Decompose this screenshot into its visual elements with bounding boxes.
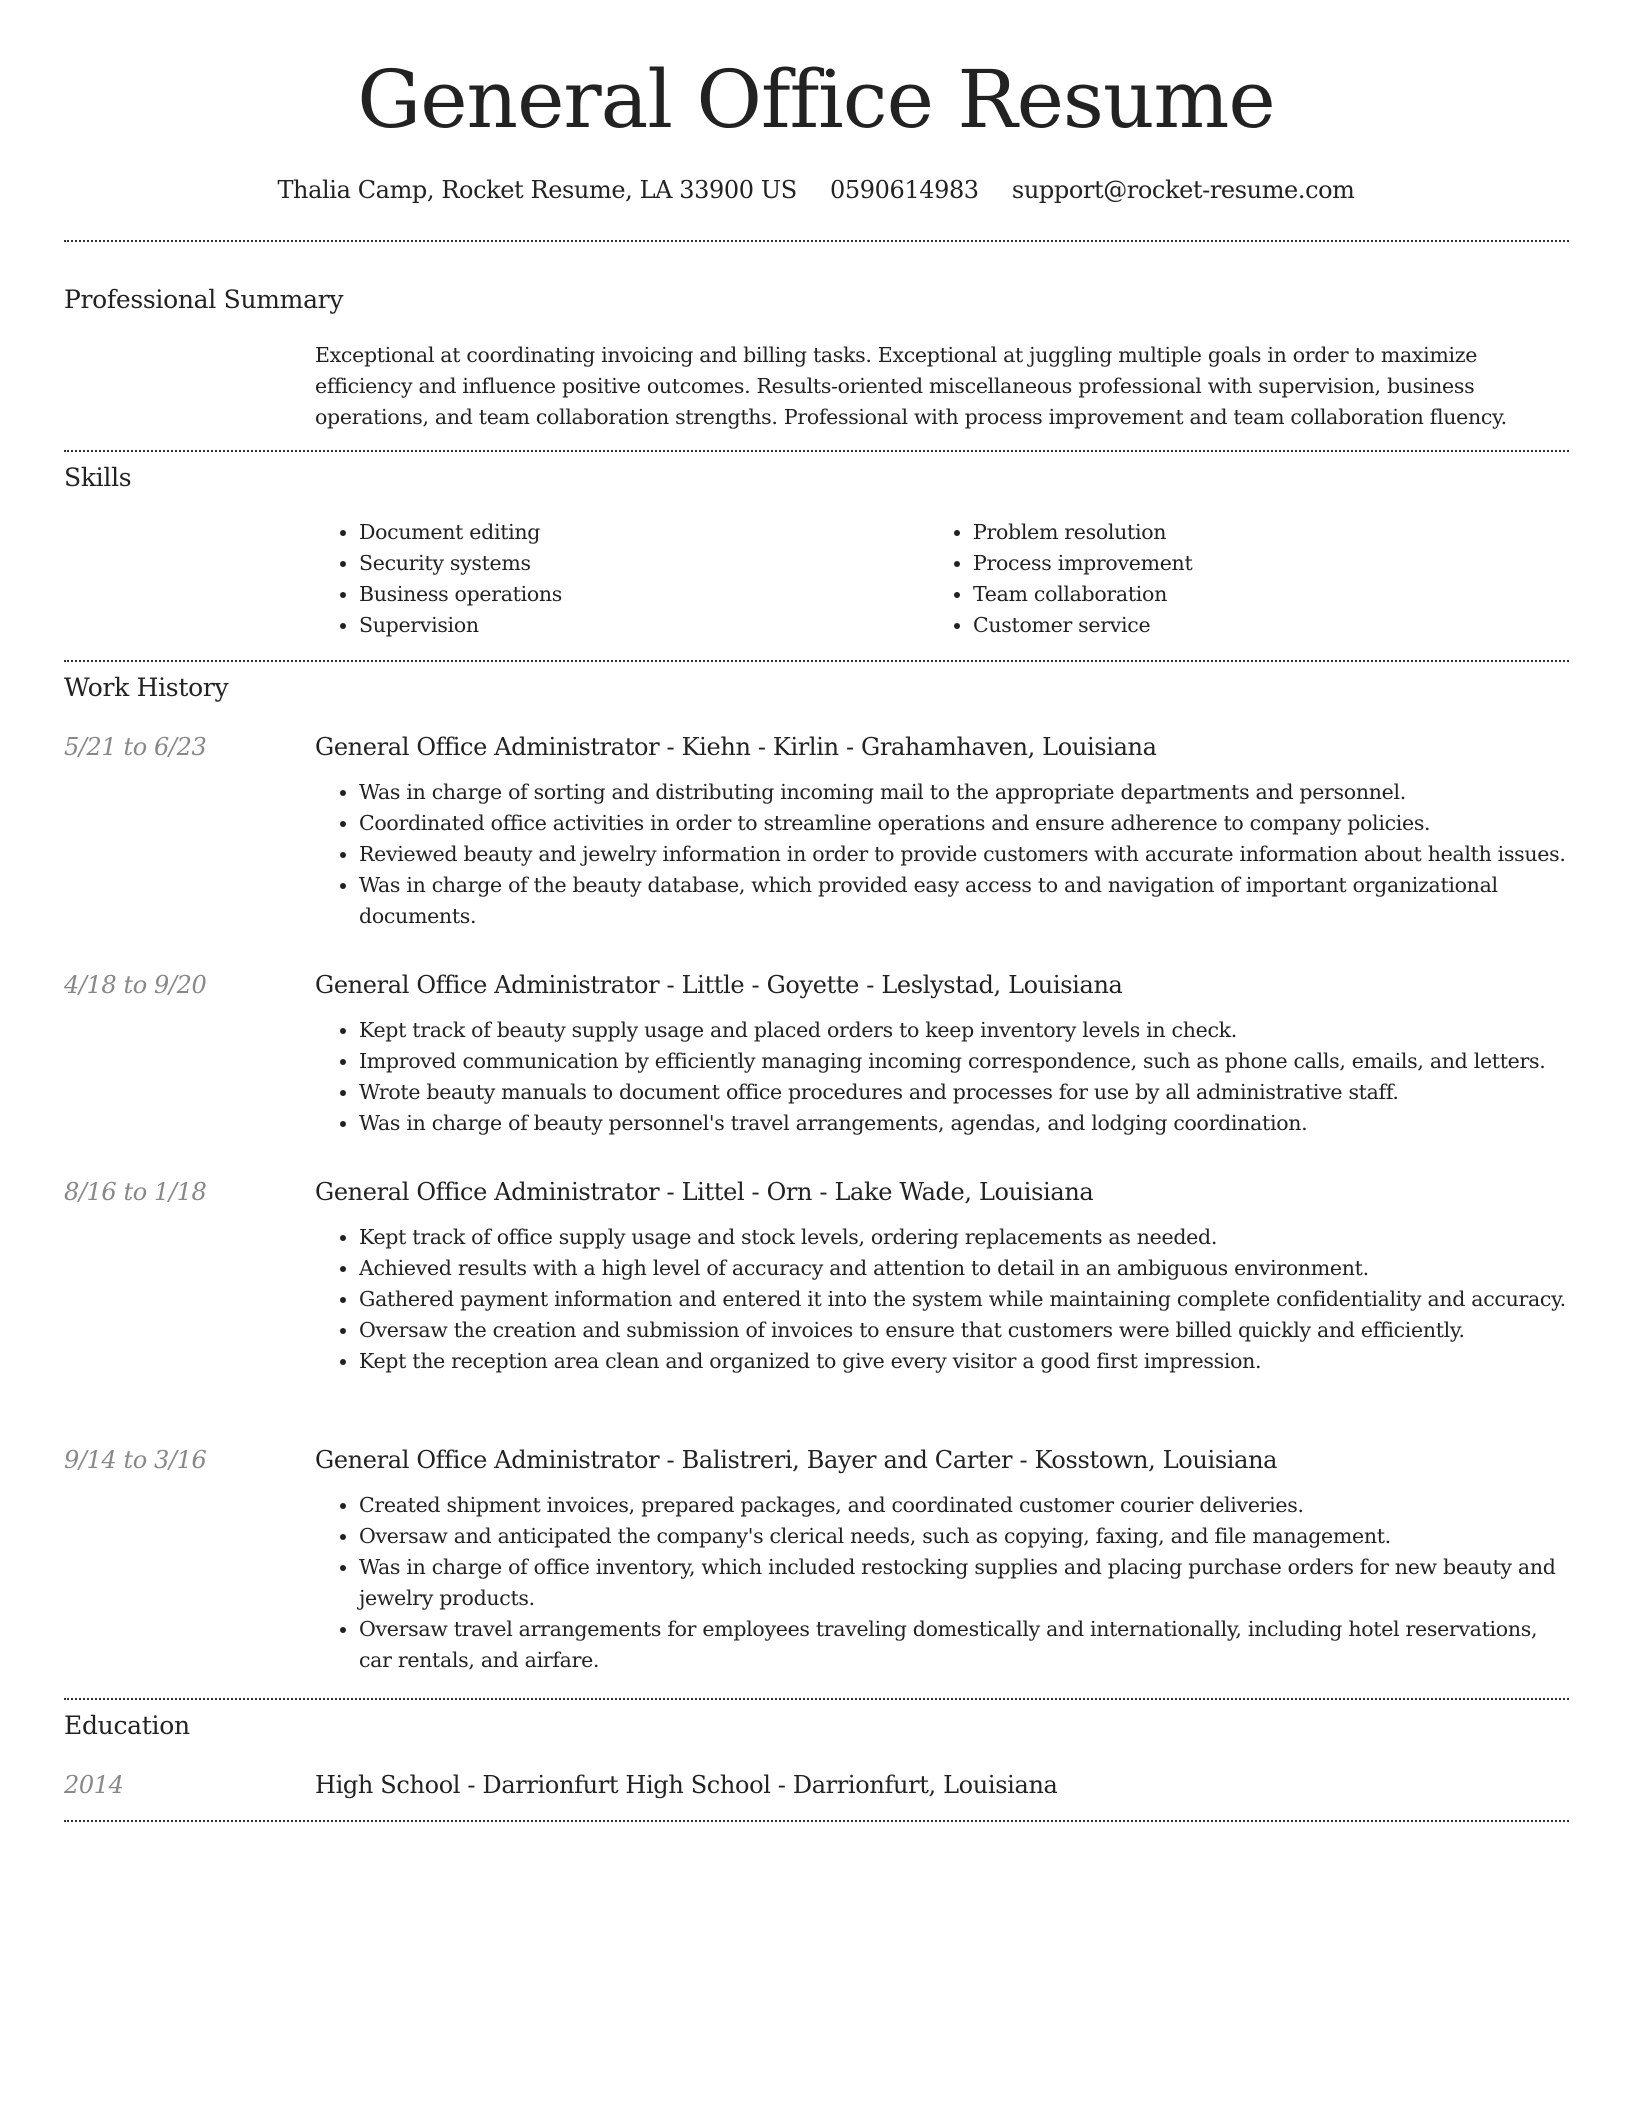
contact-address: Thalia Camp, Rocket Resume, LA 33900 US [277, 176, 797, 204]
work-bullet: • Oversaw the creation and submission of invoices to ensure that customers were billed quickly and efficiently. [359, 1315, 1571, 1346]
work-title: General Office Administrator - Kiehn - Kirlin - Grahamhaven, Louisiana [315, 733, 1157, 761]
work-bullet: • Achieved results with a high level of accuracy and attention to detail in an ambiguous environment. [359, 1253, 1571, 1284]
section-title-work: Work History [64, 673, 229, 702]
work-bullet: • Kept track of beauty supply usage and placed orders to keep inventory levels in check. [359, 1015, 1571, 1046]
resume-title: General Office Resume [357, 53, 1275, 146]
divider [64, 1820, 1569, 1822]
work-dates: 8/16 to 1/18 [64, 1178, 207, 1206]
work-bullet: • Kept the reception area clean and organized to give every visitor a good first impression. [359, 1346, 1571, 1377]
work-bullet: • Kept track of office supply usage and stock levels, ordering replacements as needed. [359, 1222, 1571, 1253]
work-bullet: • Was in charge of beauty personnel's travel arrangements, agendas, and lodging coordination. [359, 1108, 1571, 1139]
section-title-education: Education [64, 1711, 190, 1740]
divider [64, 1698, 1569, 1700]
work-bullets [315, 1490, 1571, 1676]
skills-column-right [929, 517, 1192, 641]
work-bullet: • Improved communication by efficiently managing incoming correspondence, such as phone calls, emails, and letters. [359, 1046, 1571, 1077]
contact-line [0, 170, 1632, 210]
work-bullets [315, 1222, 1571, 1377]
work-bullet: • Wrote beauty manuals to document office procedures and processes for use by all administrative staff. [359, 1077, 1571, 1108]
divider [64, 660, 1569, 662]
work-bullet: • Was in charge of the beauty database, which provided easy access to and navigation of important organizational documents. [359, 870, 1571, 932]
work-title: General Office Administrator - Balistreri, Bayer and Carter - Kosstown, Louisiana [315, 1446, 1278, 1474]
section-title-skills: Skills [64, 463, 132, 492]
work-bullet: • Created shipment invoices, prepared packages, and coordinated customer courier deliveries. [359, 1490, 1571, 1521]
skill-item: • Supervision [359, 610, 562, 641]
skill-item: • Document editing [359, 517, 562, 548]
work-bullet: • Reviewed beauty and jewelry information in order to provide customers with accurate information about health issues. [359, 839, 1571, 870]
divider [64, 450, 1569, 452]
work-bullet: • Coordinated office activities in order to streamline operations and ensure adherence to company policies. [359, 808, 1571, 839]
work-bullets [315, 1015, 1571, 1139]
work-dates: 5/21 to 6/23 [64, 733, 207, 761]
divider [64, 240, 1569, 242]
work-bullet: • Oversaw travel arrangements for employees traveling domestically and internationally, including hotel reservations, car rentals, and airfare. [359, 1614, 1571, 1676]
contact-phone: 0590614983 [829, 176, 979, 204]
summary-text: Exceptional at coordinating invoicing and billing tasks. Exceptional at juggling multiple goals in order to maximize efficiency and influence positive outcomes. Results-oriented miscellaneous professional with supervision, business operations, and team collaboration strengths. Professional with process improvement and team collaboration fluency. [315, 343, 1507, 429]
skill-item: • Problem resolution [973, 517, 1192, 548]
work-bullets [315, 777, 1571, 932]
skill-item: • Business operations [359, 579, 562, 610]
work-dates: 9/14 to 3/16 [64, 1446, 207, 1474]
work-bullet: • Oversaw and anticipated the company's clerical needs, such as copying, faxing, and file management. [359, 1521, 1571, 1552]
work-title: General Office Administrator - Littel - Orn - Lake Wade, Louisiana [315, 1178, 1094, 1206]
work-bullet: • Was in charge of office inventory, which included restocking supplies and placing purchase orders for new beauty and jewelry products. [359, 1552, 1571, 1614]
contact-email: support@rocket-resume.com [1011, 176, 1355, 204]
work-dates: 4/18 to 9/20 [64, 971, 207, 999]
education-title: High School - Darrionfurt High School - Darrionfurt, Louisiana [315, 1771, 1058, 1799]
section-title-summary: Professional Summary [64, 285, 344, 314]
work-bullet: • Was in charge of sorting and distributing incoming mail to the appropriate departments and personnel. [359, 777, 1571, 808]
skill-item: • Process improvement [973, 548, 1192, 579]
skill-item: • Security systems [359, 548, 562, 579]
skill-item: • Customer service [973, 610, 1192, 641]
work-bullet: • Gathered payment information and entered it into the system while maintaining complete confidentiality and accuracy. [359, 1284, 1571, 1315]
skills-column-left [315, 517, 562, 641]
skill-item: • Team collaboration [973, 579, 1192, 610]
education-dates: 2014 [64, 1771, 124, 1799]
work-title: General Office Administrator - Little - Goyette - Leslystad, Louisiana [315, 971, 1123, 999]
